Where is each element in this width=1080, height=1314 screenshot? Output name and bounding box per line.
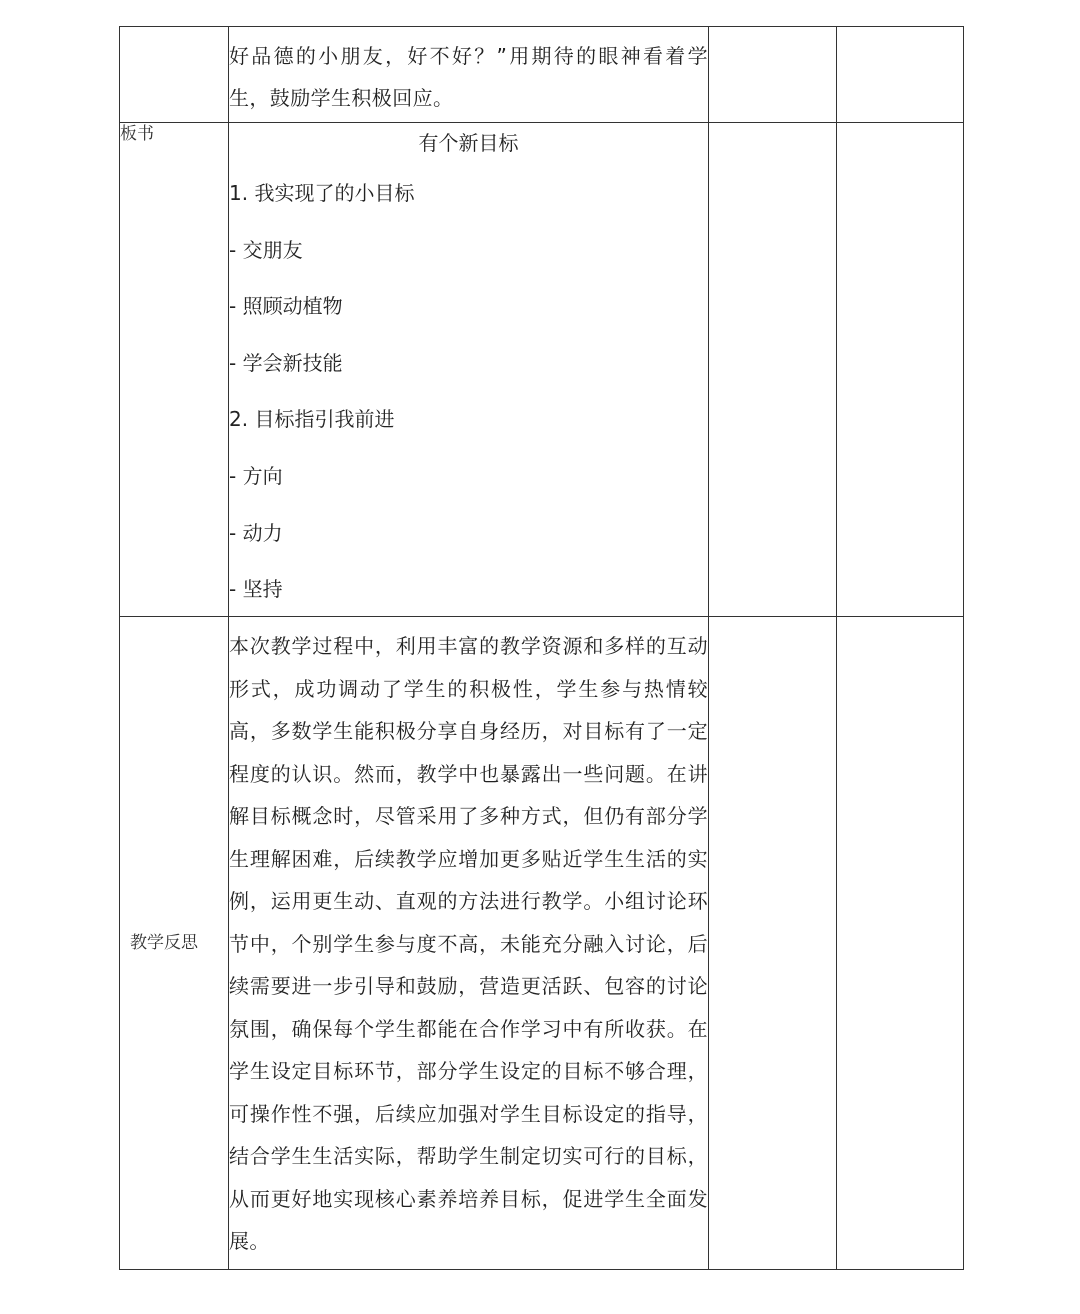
table-row-continued — [120, 27, 964, 123]
reflection-content — [229, 617, 709, 1270]
board-line: - 方向 — [229, 463, 283, 488]
board-line: - 交朋友 — [229, 237, 303, 262]
blank-cell — [837, 27, 964, 123]
blank-cell — [709, 27, 837, 123]
row-label-empty — [120, 27, 229, 123]
board-content — [229, 123, 709, 617]
row-label-board: 板书 — [120, 123, 229, 617]
board-line: - 坚持 — [229, 577, 283, 602]
continued-text: 好品德的小朋友，好不好？”用期待的眼神看着学生，鼓励学生积极回应。 — [229, 44, 708, 110]
board-line: - 照顾动植物 — [229, 294, 343, 319]
board-title: 有个新目标 — [418, 131, 519, 155]
table-row-reflection — [120, 617, 964, 1270]
board-line: - 学会新技能 — [229, 350, 343, 375]
board-line: 1. 我实现了的小目标 — [229, 181, 415, 205]
board-line: - 动力 — [229, 520, 283, 545]
row-content-continued — [229, 27, 709, 123]
row-label-reflection: 教学反思 — [120, 617, 229, 1270]
board-line: 2. 目标指引我前进 — [229, 407, 395, 432]
blank-cell — [709, 617, 837, 1270]
blank-cell — [709, 123, 837, 617]
lesson-plan-table — [119, 26, 964, 1270]
table-row-board — [120, 123, 964, 617]
blank-cell — [837, 123, 964, 617]
reflection-text: 本次教学过程中，利用丰富的教学资源和多样的互动形式，成功调动了学生的积极性，学生参与热情较高，多数学生能积极分享自身经历，对目标有了一定程度的认识。然而，教学中也暴露出一些问题。在讲解目标概念时，尽管采用了多种方式，但仍有部分学生理解困难，后续教学应增加更多贴近学生生活的实例，运用更生动、直观的方法进行教学。小组讨论环节中，个别学生参与度不高，未能充分融入讨论，后续需要进一步引导和鼓励，营造更活跃、包容的讨论氛围，确保每个学生都能在合作学习中有所收获。在学生设定目标环节，部分学生设定的目标不够合理，可操作性不强，后续应加强对学生目标设定的指导，结合学生生活实际，帮助学生制定切实可行的目标，从而更好地实现核心素养培养目标，促进学生全面发展。 — [229, 634, 708, 1253]
blank-cell — [837, 617, 964, 1270]
